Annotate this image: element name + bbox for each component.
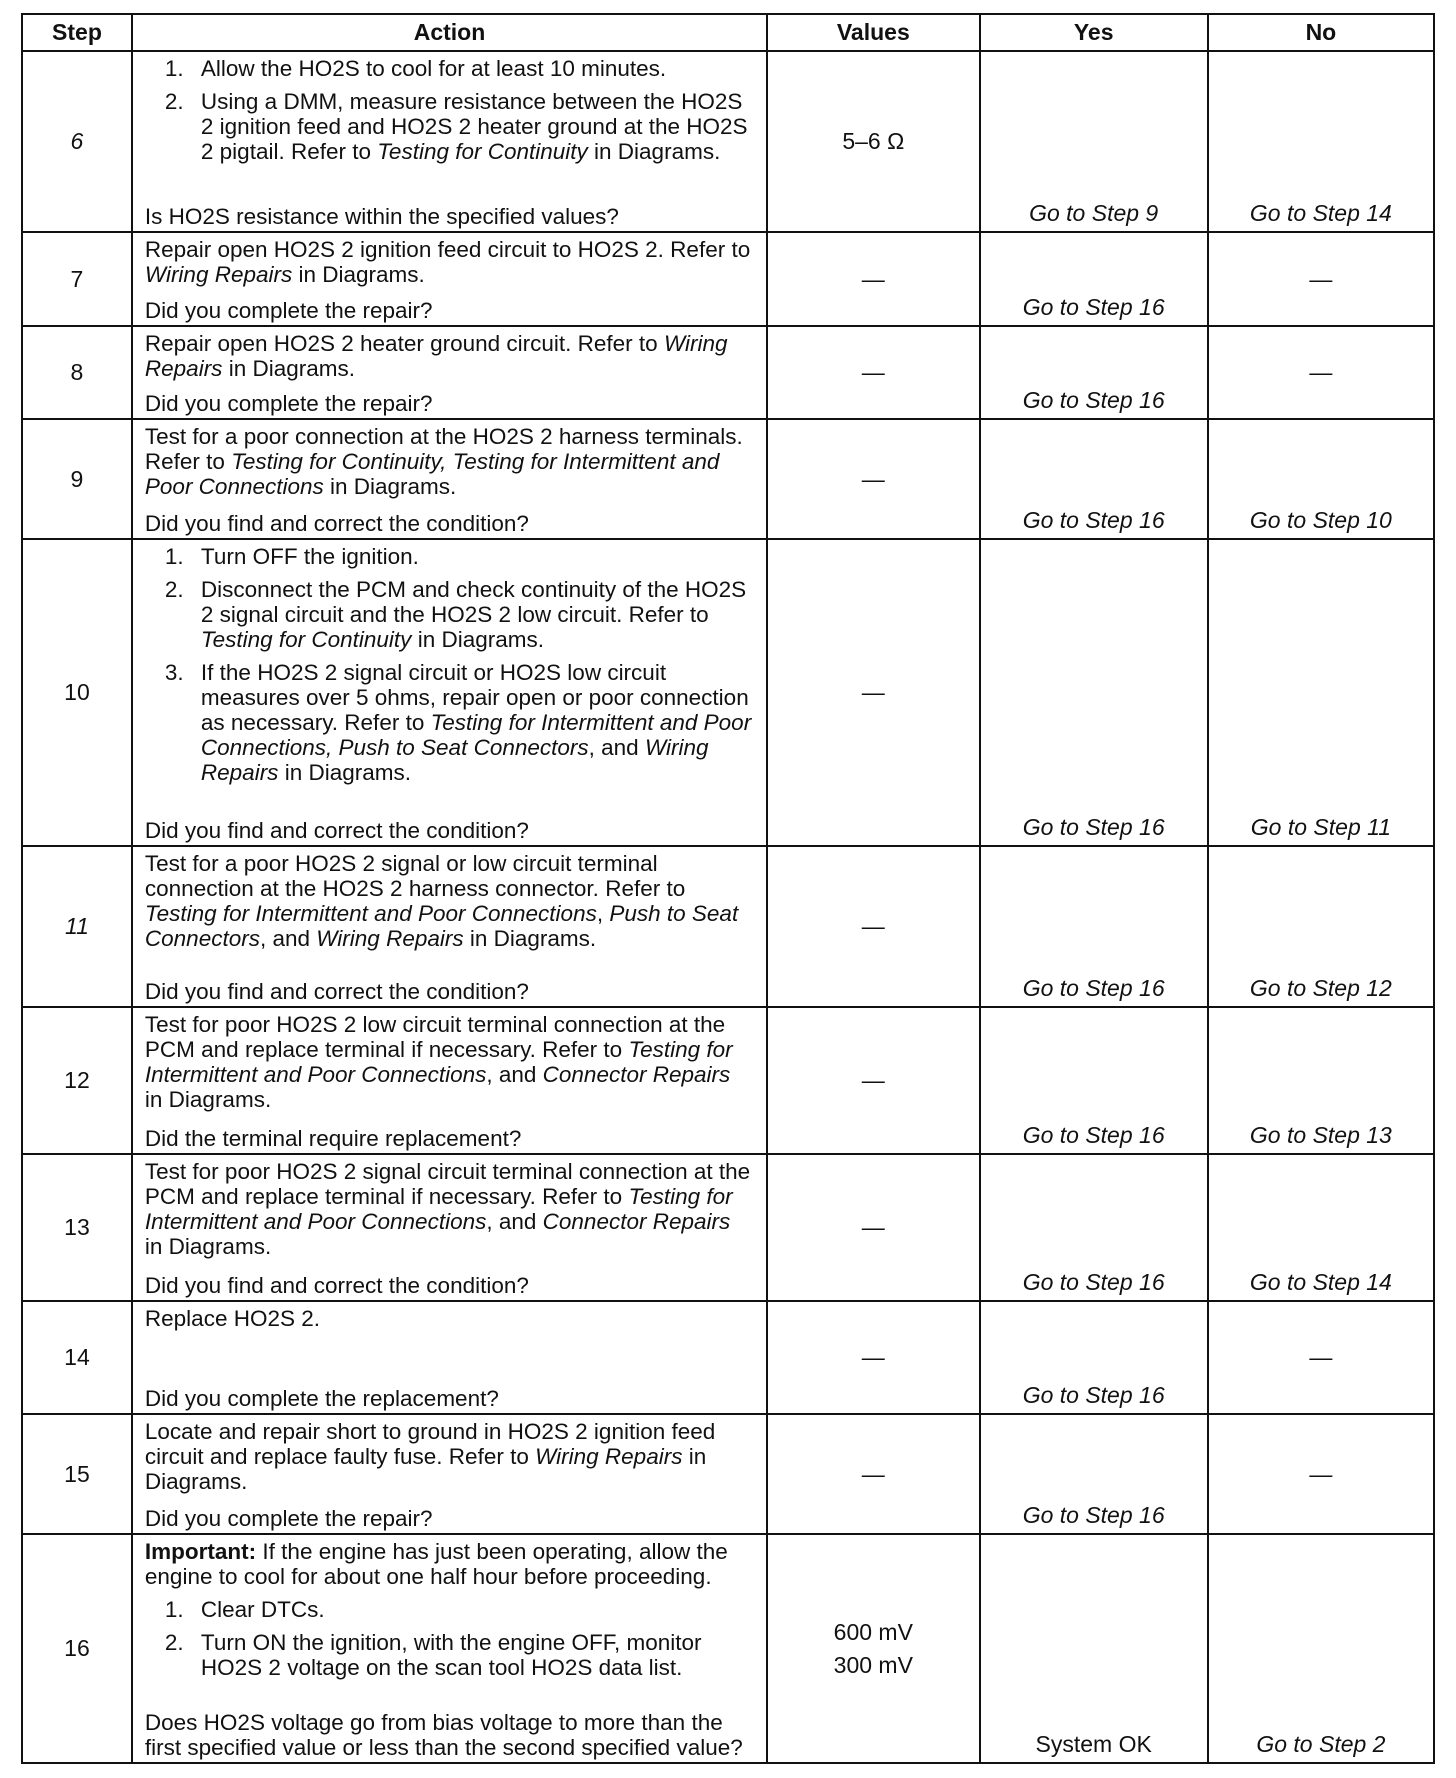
yes-cell: Go to Step 16 [980,539,1208,846]
action-intro [145,851,752,951]
reference-text: Testing for Intermittent and Poor Connections [144,901,597,927]
no-cell: — [1208,326,1434,419]
important-label: Important: [144,1539,257,1565]
action-intro [145,1539,752,1589]
action-cell [132,51,767,232]
table-row [22,1007,1434,1154]
action-content [133,847,766,1006]
action-question: Did you find and correct the condition? [144,818,529,844]
action-intro-text: Test for a poor connection at the HO2S 2 harness terminals. Refer to Testing for Continuity, Testing for Intermittent and Poor Connections in Diagrams. [144,424,743,500]
action-step-number: 2. [164,1630,184,1656]
yes-cell: Go to Step 9 [980,51,1208,232]
action-intro-text: Test for poor HO2S 2 low circuit terminal connection at the PCM and replace terminal if necessary. Refer to Testing for Intermittent and Poor Connections, and Connector Repairs in Diagrams. [144,1012,733,1113]
action-intro [145,1159,752,1259]
yes-cell: Go to Step 16 [980,1414,1208,1534]
action-steps-list [145,1597,752,1680]
action-intro-text: Repair open HO2S 2 heater ground circuit. Refer to Wiring Repairs in Diagrams. [144,330,728,381]
action-step-item [145,660,752,785]
action-body [145,1419,752,1494]
diagnostic-table [21,13,1435,1764]
action-question: Did you complete the replacement? [144,1386,499,1412]
action-step-item [145,1630,752,1680]
value-text: — [861,465,885,492]
action-content [133,1155,766,1300]
action-question: Did you find and correct the condition? [144,511,529,537]
action-step-item [145,577,752,652]
table-row [22,1154,1434,1301]
no-cell: Go to Step 11 [1208,539,1434,846]
table-row [22,539,1434,846]
action-intro [145,1306,752,1331]
action-body [145,544,752,793]
value-text: — [861,1344,885,1371]
action-content [133,540,766,845]
action-steps-list [145,544,752,785]
action-intro [145,1419,752,1494]
header-step: Step [22,14,132,51]
action-cell [132,1301,767,1414]
table-row [22,419,1434,539]
action-question: Did you complete the repair? [144,297,433,323]
action-body [145,1159,752,1259]
step-number: 11 [22,846,132,1007]
no-cell: — [1208,232,1434,325]
reference-text: Connector Repairs [542,1062,731,1088]
values-cell [767,326,979,419]
values-cell [767,1007,979,1154]
action-body [145,1012,752,1112]
reference-text: Testing for Intermittent and Poor Connections [144,1037,733,1088]
table-row [22,326,1434,419]
action-step-text: Allow the HO2S to cool for at least 10 minutes. [200,56,667,81]
step-number: 7 [22,232,132,325]
action-intro-text: Test for a poor HO2S 2 signal or low circuit terminal connection at the HO2S 2 harness connector. Refer to Testing for Intermittent and Poor Connections, Push to Seat Connectors, and Wiring Repairs in Diagrams. [144,851,739,952]
action-body [145,1539,752,1688]
action-cell [132,326,767,419]
yes-cell: Go to Step 16 [980,326,1208,419]
header-row [22,14,1434,51]
action-body [145,851,752,951]
action-intro [145,237,752,287]
action-cell [132,232,767,325]
action-content [133,1415,766,1533]
action-step-text: Disconnect the PCM and check continuity of the HO2S 2 signal circuit and the HO2S 2 low circuit. Refer to Testing for Continuity in Diagrams. [200,577,747,653]
action-cell [132,846,767,1007]
value-text: 300 mV [833,1651,913,1678]
action-step-number: 2. [164,89,184,114]
action-intro-text: Locate and repair short to ground in HO2S 2 ignition feed circuit and replace faulty fuse. Refer to Wiring Repairs in Diagrams. [144,1419,716,1495]
action-cell [132,539,767,846]
action-question: Does HO2S voltage go from bias voltage to more than the first specified value or less than the second specified value? [144,1710,743,1760]
yes-cell: Go to Step 16 [980,1007,1208,1154]
action-body [145,56,752,172]
value-text: — [861,913,885,940]
yes-cell: Go to Step 16 [980,1154,1208,1301]
action-step-item [145,544,752,569]
action-step-text: Using a DMM, measure resistance between the HO2S 2 ignition feed and HO2S 2 heater ground at the HO2S 2 pigtail. Refer to Testing for Continuity in Diagrams. [200,89,748,164]
value-text: — [861,1214,885,1241]
reference-text: Testing for Continuity, Testing for Intermittent and Poor Connections [144,449,720,500]
action-body [145,424,752,499]
action-step-text: Clear DTCs. [200,1597,325,1623]
reference-text: Wiring Repairs [316,926,464,952]
step-number: 6 [22,51,132,232]
values-cell [767,1154,979,1301]
reference-text: Testing for Intermittent and Poor Connections [144,1184,733,1235]
no-cell: — [1208,1301,1434,1414]
action-step-number: 1. [164,1597,184,1623]
action-content [133,233,766,324]
reference-text: Push to Seat Connectors [144,901,739,952]
yes-cell: Go to Step 16 [980,846,1208,1007]
action-content [133,327,766,418]
action-steps-list [145,56,752,164]
reference-text: Testing for Continuity [200,627,412,653]
action-content [133,420,766,538]
reference-text: Wiring Repairs [144,330,728,381]
values-cell [767,419,979,539]
header-yes: Yes [980,14,1208,51]
yes-cell: Go to Step 16 [980,232,1208,325]
action-step-item [145,1597,752,1622]
reference-text: Wiring Repairs [535,1444,683,1470]
reference-text: Connector Repairs [542,1209,731,1235]
action-question: Is HO2S resistance within the specified values? [144,204,619,230]
table-row [22,846,1434,1007]
value-text: — [861,1460,885,1487]
reference-text: Wiring Repairs [144,262,293,288]
step-number: 16 [22,1534,132,1763]
header-action: Action [132,14,767,51]
action-step-number: 1. [164,56,184,81]
table-row [22,1414,1434,1534]
action-intro-text: Repair open HO2S 2 ignition feed circuit to HO2S 2. Refer to Wiring Repairs in Diagrams. [144,237,751,288]
no-cell: Go to Step 14 [1208,1154,1434,1301]
no-cell: Go to Step 14 [1208,51,1434,232]
step-number: 14 [22,1301,132,1414]
table-row [22,1301,1434,1414]
action-body [145,1306,752,1331]
action-cell [132,1534,767,1763]
action-question: Did you complete the repair? [144,1506,433,1532]
no-cell: Go to Step 10 [1208,419,1434,539]
step-number: 8 [22,326,132,419]
yes-cell: System OK [980,1534,1208,1763]
no-cell: Go to Step 13 [1208,1007,1434,1154]
action-question: Did the terminal require replacement? [144,1126,522,1152]
action-step-item [145,56,752,81]
value-text: 600 mV [833,1618,913,1645]
action-step-text: Turn OFF the ignition. [200,544,419,570]
action-intro-text: Test for poor HO2S 2 signal circuit terminal connection at the PCM and replace terminal if necessary. Refer to Testing for Intermittent and Poor Connections, and Connector Repairs in Diagrams. [144,1159,751,1260]
action-body [145,331,752,381]
value-text: — [861,358,885,385]
table-row [22,1534,1434,1763]
action-step-number: 2. [164,577,184,603]
values-cell [767,1534,979,1763]
value-text: — [861,679,885,706]
no-cell: Go to Step 12 [1208,846,1434,1007]
action-step-text: Turn ON the ignition, with the engine OFF, monitor HO2S 2 voltage on the scan tool HO2S data list. [200,1630,702,1681]
header-values: Values [767,14,979,51]
reference-text: Wiring Repairs [200,735,709,786]
table-body [22,51,1434,1763]
action-question: Did you complete the repair? [144,391,433,417]
value-text: 5–6 Ω [842,128,905,155]
action-content [133,1302,766,1413]
action-intro [145,424,752,499]
values-cell [767,51,979,232]
values-cell [767,539,979,846]
action-cell [132,419,767,539]
no-cell: Go to Step 2 [1208,1534,1434,1763]
value-text: — [861,1067,885,1094]
yes-cell: Go to Step 16 [980,419,1208,539]
step-number: 15 [22,1414,132,1534]
step-number: 13 [22,1154,132,1301]
step-number: 10 [22,539,132,846]
step-number: 12 [22,1007,132,1154]
values-cell [767,846,979,1007]
action-step-number: 3. [164,660,184,686]
action-cell [132,1414,767,1534]
reference-text: Testing for Intermittent and Poor Connections, Push to Seat Connectors [200,710,752,761]
values-cell [767,1301,979,1414]
reference-text: Testing for Continuity [377,139,588,164]
action-question: Did you find and correct the condition? [144,1273,529,1299]
action-intro [145,331,752,381]
action-intro-text: Replace HO2S 2. [144,1306,320,1332]
action-step-text: If the HO2S 2 signal circuit or HO2S low circuit measures over 5 ohms, repair open or poor connection as necessary. Refer to Testing for Intermittent and Poor Connections, Push to Seat Connectors, and Wiring Repairs in Diagrams. [200,660,752,786]
action-body [145,237,752,287]
action-cell [132,1007,767,1154]
values-cell [767,232,979,325]
value-text: — [861,265,885,292]
action-cell [132,1154,767,1301]
action-question: Did you find and correct the condition? [144,979,529,1005]
action-step-number: 1. [164,544,184,570]
action-content [133,1535,766,1762]
step-number: 9 [22,419,132,539]
action-content [133,52,766,231]
action-intro-text: If the engine has just been operating, allow the engine to cool for about one half hour before proceeding. [144,1539,728,1590]
yes-cell: Go to Step 16 [980,1301,1208,1414]
action-content [133,1008,766,1153]
table-row [22,51,1434,232]
no-cell: — [1208,1414,1434,1534]
values-cell [767,1414,979,1534]
action-step-item [145,89,752,164]
header-no: No [1208,14,1434,51]
action-intro [145,1012,752,1112]
table-row [22,232,1434,325]
